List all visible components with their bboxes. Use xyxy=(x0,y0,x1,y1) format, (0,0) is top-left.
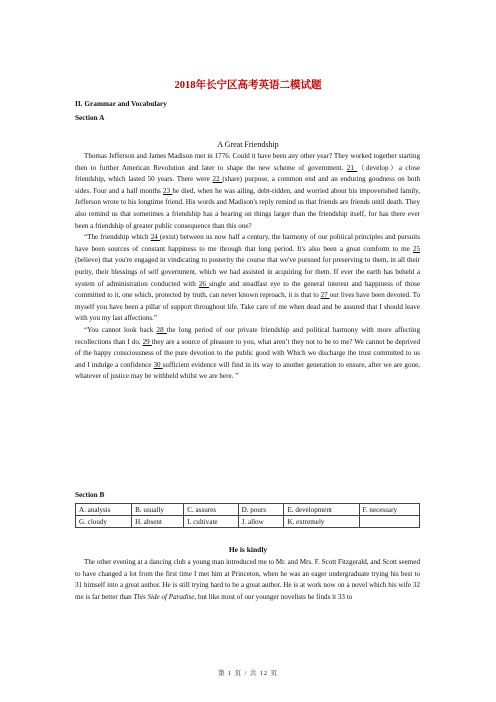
paragraph-1 xyxy=(75,151,420,232)
text: they are a source of pleasure to you, what aren’t they not to be to me? We cannot be deprived of the happy consciousness of the pure devotion to the public good with Which we discharge the trust committed to us and I indulge a confidence xyxy=(75,337,420,369)
word-option: E. development xyxy=(284,504,359,516)
blank-24[interactable]: 24 xyxy=(150,233,160,242)
section-b-heading: Section B xyxy=(75,490,105,499)
passage-b-title: He is kindly xyxy=(228,545,268,554)
section-heading: II. Grammar and Vocabulary xyxy=(75,99,167,108)
word-option: C. assures xyxy=(184,504,238,516)
word-option xyxy=(359,516,420,528)
text: sufficient evidence will find in its way to another generation to ensure, after we are gone, whatever of justice may be withheld whilst we are here. ” xyxy=(75,360,420,381)
text: the long period of our private friendship and political harmony with more affecting recollections than I do. xyxy=(75,325,420,346)
text: , but like most of our younger novelists he finds it 33 to xyxy=(194,592,353,601)
paragraph-3 xyxy=(75,325,420,383)
blank-26[interactable]: 26 xyxy=(198,279,210,288)
blank-21[interactable]: 21 xyxy=(346,163,358,172)
blank-22[interactable]: 22 xyxy=(212,175,223,184)
passage-a-body xyxy=(75,151,420,383)
word-bank-row xyxy=(76,504,420,516)
paragraph-2 xyxy=(75,232,420,325)
passage-a-title: A Great Friendship xyxy=(217,140,279,149)
text: （develop）a close friendship, which lasted 50 years. There were xyxy=(75,163,421,184)
word-option: K. extremely xyxy=(284,516,359,528)
word-option: B. usually xyxy=(132,504,184,516)
word-option: A. analysis xyxy=(76,504,132,516)
word-option: I. cultivate xyxy=(184,516,238,528)
text: “The friendship which xyxy=(84,233,151,242)
page-footer: 第 1 页 / 共 12 页 xyxy=(218,670,278,677)
blank-28[interactable]: 28 xyxy=(156,325,167,334)
text: “You cannot look back xyxy=(84,325,157,334)
page-title: 2018年长宁区高考英语二模试题 xyxy=(174,80,322,91)
word-option: D. pours xyxy=(238,504,284,516)
word-option: F. necessary xyxy=(359,504,420,516)
blank-27[interactable]: 27 xyxy=(320,291,330,300)
blank-30[interactable]: 30 xyxy=(153,360,163,369)
text: The other evening at a dancing club a young man introduced me to Mr. and Mrs. F. Scott Fitzgerald, and Scott seemed to have changed a lot from the first time I met him at Princeton, when he was an eager undergraduate trying his best to 31 himself into a great author. He is still trying hard to be a great author. He is at work now on a novel which his wife 32 me is far better than xyxy=(75,558,420,601)
paragraph-b1 xyxy=(75,557,420,603)
blank-29[interactable]: 29 xyxy=(142,337,152,346)
blank-23[interactable]: 23 xyxy=(163,186,173,195)
passage-b-body xyxy=(75,557,420,603)
word-bank-table xyxy=(75,503,420,528)
text: (exist) between us now half a century, the harmony of our political principles and pursuits have been sources of constant happiness to me through that long period. It's also been a great comform to me xyxy=(75,233,420,253)
word-option: H. absent xyxy=(132,516,184,528)
word-option: G. cloudy xyxy=(76,516,132,528)
word-bank-row xyxy=(76,516,420,528)
book-title: This Side of Paradise xyxy=(133,592,195,601)
text: our lives have been devoted. To myself you have been a pillar of support throughout life. Take care of me when dead and be assured that I should leave with you my last affections.” xyxy=(75,291,420,323)
text: Thomas Jefferson and James Madison met in 1776. Could it have been any other year? They worked together starting then to further American Revolution and later to shape the new scheme of government. xyxy=(75,152,420,172)
text: (believe) that you're engaged in vindicating to posterity the course that we've pursued for preserving to them, in all their purity, their blessings of self government, which we had assisted in acquiring for them. If ever the earth has beheld a system of administration conducted with xyxy=(75,256,420,288)
blank-25[interactable]: 25 xyxy=(412,244,420,253)
text: (share) purpose, a common end and an enduring goodness on both sides. Four and a half months xyxy=(75,175,420,195)
text: single and steadfast eye to the general interest and happiness of those committed to it, one which, protected by truth, can never known reproach, it is that to xyxy=(75,279,420,300)
section-a-heading: Section A xyxy=(75,113,105,122)
text: he died, when he was ailing, debt-ridden, and worried about his impoverished family, Jefferson wrote to his longtime friend. His words and Madison's reply remind us that friends are friends until death. They also remind us that sometimes a friendship has a bearing on things larger than the friendship itself, for has there ever been a friendship of greater public consequence than this one? xyxy=(75,186,421,230)
word-option: J. allow xyxy=(238,516,284,528)
